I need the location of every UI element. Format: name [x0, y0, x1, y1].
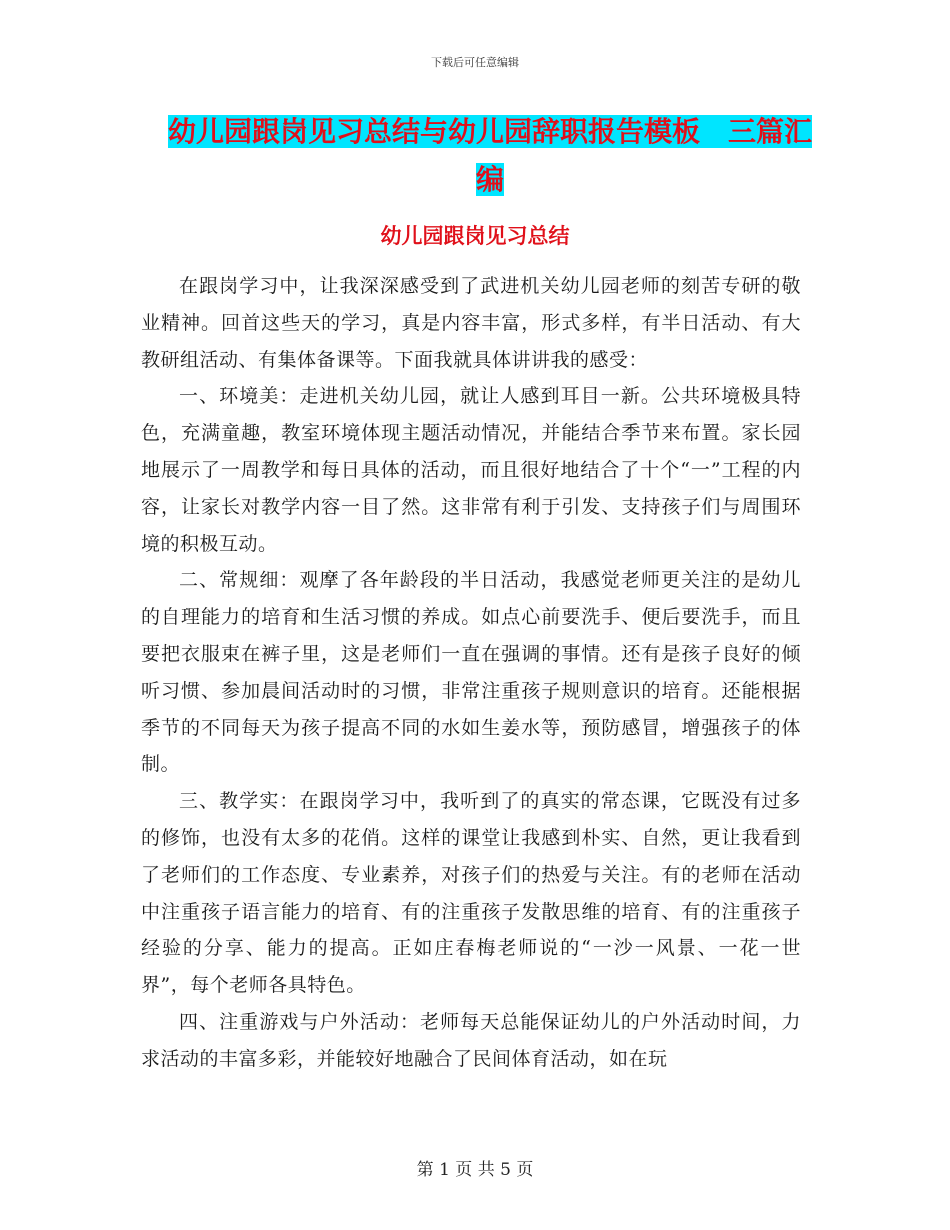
paragraph-outdoor: 四、注重游戏与户外活动：老师每天总能保证幼儿的户外活动时间，力求活动的丰富多彩，并能较好地融合了民间体育活动，如在玩	[141, 1010, 801, 1070]
paragraph-routine: 二、常规细：观摩了各年龄段的半日活动，我感觉老师更关注的是幼儿的自理能力的培育和生活习惯的养成。如点心前要洗手、便后要洗手，而且要把衣服束在裤子里，这是老师们一直在强调的事情。还有是孩子良好的倾听习惯、参加晨间活动时的习惯，非常注重孩子规则意识的培育。还能根据季节的不同每天为孩子提高不同的水如生姜水等，预防感冒，增强孩子的体制。	[141, 569, 801, 776]
document-title-line-1: 幼儿园跟岗见习总结与幼儿园辞职报告模板 三篇汇	[167, 115, 812, 148]
section-title: 幼儿园跟岗见习总结	[380, 224, 570, 248]
paragraph-intro: 在跟岗学习中，让我深深感受到了武进机关幼儿园老师的刻苦专研的敬业精神。回首这些天的学习，真是内容丰富，形式多样，有半日活动、有大教研组活动、有集体备课等。下面我就具体讲讲我的感受：	[141, 275, 801, 371]
page-number: 第 1 页 共 5 页	[416, 1160, 534, 1180]
document-title	[140, 108, 840, 204]
paragraph-environment: 一、环境美：走进机关幼儿园，就让人感到耳目一新。公共环境极具特色，充满童趣，教室环境体现主题活动情况，并能结合季节来布置。家长园地展示了一周教学和每日具体的活动，而且很好地结合了十个“一”工程的内容，让家长对教学内容一目了然。这非常有利于引发、支持孩子们与周围环境的积极互动。	[141, 385, 801, 555]
paragraph-teaching: 三、教学实：在跟岗学习中，我听到了的真实的常态课，它既没有过多的修饰，也没有太多的花俏。这样的课堂让我感到朴实、自然，更让我看到了老师们的工作态度、专业素养，对孩子们的热爱与关注。有的老师在活动中注重孩子语言能力的培育、有的注重孩子发散思维的培育、有的注重孩子经验的分享、能力的提高。正如庄春梅老师说的“一沙一风景、一花一世界”，每个老师各具特色。	[141, 790, 801, 997]
header-note: 下载后可任意编辑	[431, 56, 519, 69]
document-body	[141, 268, 801, 1078]
document-title-line-2: 编	[475, 163, 504, 196]
